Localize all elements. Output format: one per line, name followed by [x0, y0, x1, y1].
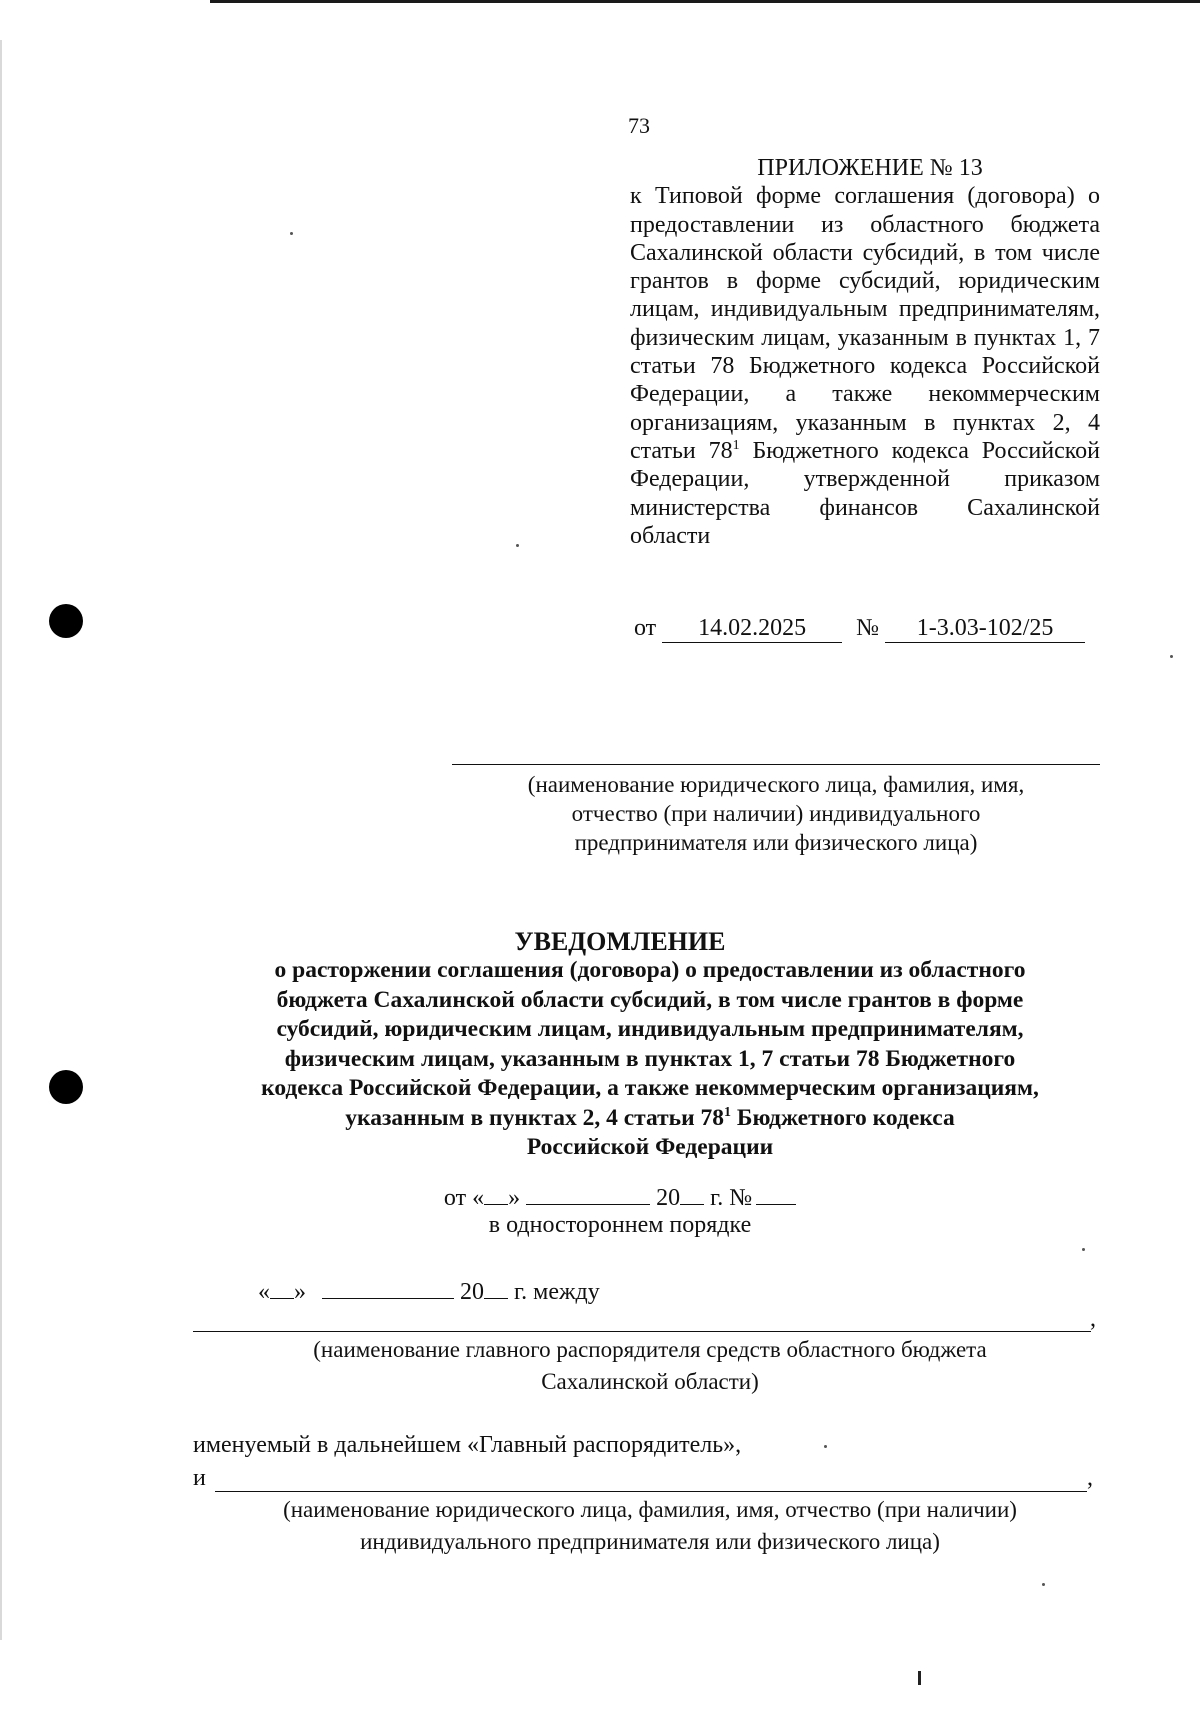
notice-subject-line: кодекса Российской Федерации, а также некоммерческим организациям, [261, 1075, 1039, 1101]
notice-unilateral: в одностороннем порядке [488, 1212, 752, 1238]
annex-ref-no-label: № [856, 615, 880, 641]
scan-edge-top [210, 0, 1200, 3]
and-word: и [193, 1465, 206, 1491]
punch-hole-top [49, 604, 83, 638]
agreement-open-quote: « [258, 1279, 270, 1305]
agreement-close-quote: » [294, 1279, 306, 1305]
recipient-caption-line: отчество (при наличии) индивидуального [571, 801, 981, 826]
scan-mark [918, 1671, 921, 1685]
notice-subject-text-end: Бюджетного кодекса [731, 1104, 955, 1131]
scan-speck [1082, 1248, 1085, 1251]
notice-subject-line: о расторжении соглашения (договора) о предоставлении из областного [274, 957, 1026, 983]
agreement-year-prefix: 20 [460, 1279, 484, 1305]
annex-reference [634, 615, 1085, 643]
agreement-between-label: г. между [514, 1279, 600, 1305]
notice-subject-text: указанным в пунктах 2, 4 статьи 78 [345, 1104, 725, 1131]
notice-number-blank [756, 1182, 796, 1205]
scan-speck [290, 232, 293, 235]
agreement-year-blank [484, 1276, 508, 1299]
punch-hole-bottom [49, 1070, 83, 1104]
notice-year-blank [680, 1182, 704, 1205]
annex-block [630, 154, 1100, 550]
annex-ref-number: 1-3.03-102/25 [885, 615, 1085, 643]
agreement-day-blank [270, 1276, 294, 1299]
second-party-caption [190, 1494, 1110, 1558]
notice-title: УВЕДОМЛЕНИЕ [514, 927, 726, 956]
recipient-name-line [452, 764, 1100, 765]
recipient-caption-line: предпринимателя или физического лица) [574, 830, 978, 855]
notice-month-blank [526, 1182, 650, 1205]
scan-speck [1170, 655, 1173, 658]
agreement-date-line [258, 1276, 600, 1306]
recipient-caption [452, 770, 1100, 857]
annex-superscript: 1 [732, 437, 740, 453]
notice-subject-line: физическим лицам, указанным в пунктах 1, 7 статьи 78 Бюджетного [284, 1045, 1016, 1072]
notice-date-number [0, 1182, 1200, 1212]
scan-speck [1042, 1583, 1045, 1586]
second-party-caption-line: (наименование юридического лица, фамилия, имя, отчество (при наличии) [283, 1497, 1017, 1522]
notice-subject-line: бюджета Сахалинской области субсидий, в том числе грантов в форме [276, 986, 1024, 1013]
notice-year-prefix: 20 [656, 1185, 681, 1211]
page-number: 73 [628, 113, 650, 138]
annex-body [630, 182, 1100, 550]
notice-day-blank [484, 1182, 508, 1205]
named-chief-administrator: именуемый в дальнейшем «Главный распорядитель», [193, 1432, 742, 1458]
chief-administrator-caption [190, 1334, 1110, 1398]
notice-subject-superscript: 1 [724, 1104, 732, 1120]
chief-administrator-comma: , [1090, 1306, 1096, 1332]
annex-body-text: к Типовой форме соглашения (договора) о предоставлении из областного бюджета Сахалинской области субсидий, в том числе грантов в форме субсидий, юридическим лицам, индивидуальным предпринимателям, физическим лицам, указанным в пунктах 1, 7 статьи 78 Бюджетного кодекса Российской Федерации, а также некоммерческим организациям, указанным в пунктах 2, 4 статьи 78 [630, 183, 1100, 464]
notice-subject-line: субсидий, юридическим лицам, индивидуальным предпринимателям, [276, 1016, 1024, 1042]
second-party-line [215, 1491, 1087, 1492]
notice-subject [190, 956, 1110, 1163]
recipient-caption-line: (наименование юридического лица, фамилия, имя, [527, 772, 1025, 797]
notice-date-close-quote: » [508, 1185, 521, 1211]
notice-subject-line: Российской Федерации [526, 1134, 774, 1160]
annex-ref-date: 14.02.2025 [662, 615, 842, 643]
chief-administrator-line [193, 1331, 1091, 1332]
chief-administrator-caption-line: Сахалинской области) [541, 1369, 759, 1394]
notice-year-no-label: г. № [710, 1185, 753, 1211]
annex-ref-from-label: от [634, 615, 657, 641]
notice-date-from-label: от « [443, 1185, 485, 1211]
chief-administrator-caption-line: (наименование главного распорядителя средств областного бюджета [313, 1337, 987, 1362]
second-party-caption-line: индивидуального предпринимателя или физического лица) [360, 1529, 940, 1554]
annex-title: ПРИЛОЖЕНИЕ № 13 [757, 155, 983, 181]
scan-edge-left [0, 40, 2, 1640]
scan-speck [824, 1445, 827, 1448]
annex-body-text-end: Бюджетного кодекса Российской Федерации, утвержденной приказом министерства финансов Сахалинской области [630, 437, 1100, 549]
scan-speck [516, 544, 519, 547]
agreement-month-blank [322, 1276, 454, 1299]
notice-subject-line [190, 1104, 1110, 1134]
second-party-comma: , [1087, 1465, 1093, 1491]
